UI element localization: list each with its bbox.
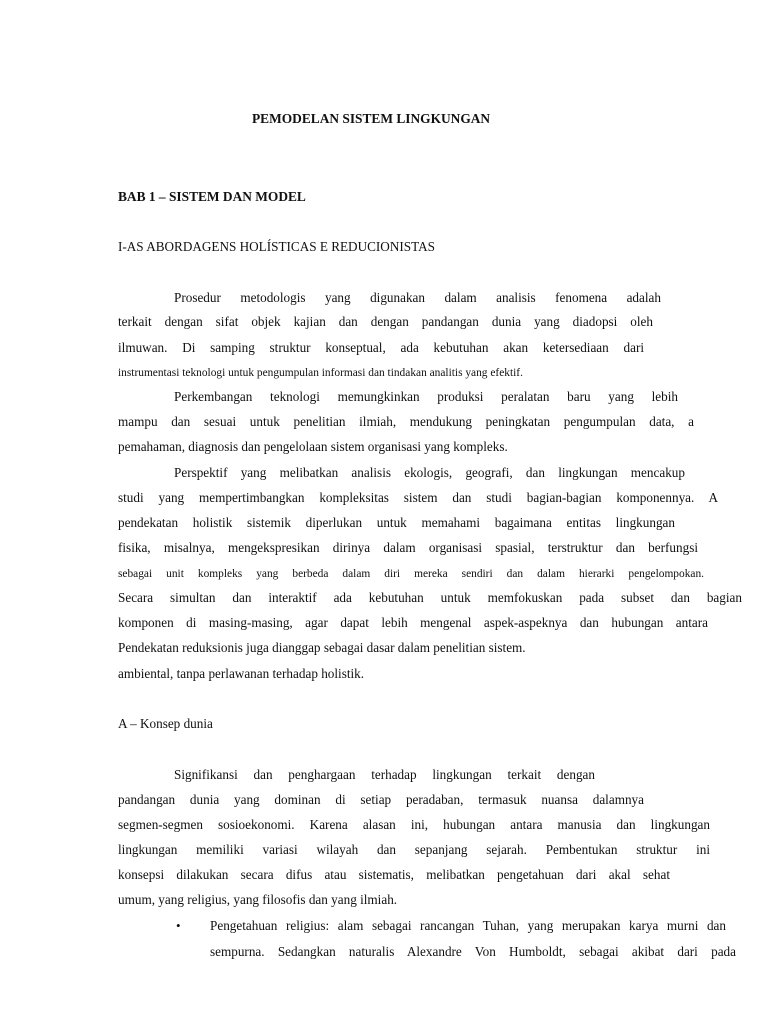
paragraph-line: mampu dan sesuai untuk penelitian ilmiah, mendukung peningkatan pengumpulan data, a	[118, 414, 694, 429]
bullet-line: sempurna. Sedangkan naturalis Alexandre Von Humboldt, sebagai akibat dari pada	[210, 944, 736, 959]
paragraph-line: umum, yang religius, yang filosofis dan yang ilmiah.	[118, 892, 398, 907]
paragraph-line: ambiental, tanpa perlawanan terhadap holistik.	[118, 666, 365, 681]
paragraph-line: terkait dengan sifat objek kajian dan dengan pandangan dunia yang diadopsi oleh	[118, 314, 653, 329]
paragraph-line: lingkungan memiliki variasi wilayah dan sepanjang sejarah. Pembentukan struktur ini	[118, 842, 710, 857]
paragraph-line: Secara simultan dan interaktif ada kebutuhan untuk memfokuskan pada subset dan bagian	[118, 590, 742, 605]
subheading-a: A – Konsep dunia	[118, 716, 213, 731]
bullet-line: Pengetahuan religius: alam sebagai rancangan Tuhan, yang merupakan karya murni dan	[210, 918, 726, 933]
paragraph-line: Perspektif yang melibatkan analisis ekologis, geografi, dan lingkungan mencakup	[174, 465, 685, 480]
paragraph-line: sebagai unit kompleks yang berbeda dalam diri mereka sendiri dan dalam hierarki pengelompokan.	[118, 568, 704, 580]
paragraph-line: studi yang mempertimbangkan kompleksitas sistem dan studi bagian-bagian komponennya. A	[118, 490, 718, 505]
document-title: PEMODELAN SISTEM LINGKUNGAN	[252, 111, 491, 126]
bullet-icon: •	[176, 918, 181, 933]
chapter-heading: BAB 1 – SISTEM DAN MODEL	[118, 189, 306, 204]
paragraph-line: Prosedur metodologis yang digunakan dalam analisis fenomena adalah	[174, 290, 661, 305]
paragraph-line: konsepsi dilakukan secara difus atau sistematis, melibatkan pengetahuan dari akal sehat	[118, 867, 670, 882]
paragraph-line: instrumentasi teknologi untuk pengumpulan informasi dan tindakan analitis yang efektif.	[118, 367, 523, 379]
paragraph-line: Pendekatan reduksionis juga dianggap sebagai dasar dalam penelitian sistem.	[118, 640, 526, 655]
paragraph-line: pendekatan holistik sistemik diperlukan untuk memahami bagaimana entitas lingkungan	[118, 515, 675, 530]
paragraph-line: pemahaman, diagnosis dan pengelolaan sistem organisasi yang kompleks.	[118, 439, 508, 454]
paragraph-line: segmen-segmen sosioekonomi. Karena alasan ini, hubungan antara manusia dan lingkungan	[118, 817, 710, 832]
paragraph-line: ilmuwan. Di samping struktur konseptual, ada kebutuhan akan ketersediaan dari	[118, 340, 644, 355]
paragraph-line: komponen di masing-masing, agar dapat lebih mengenal aspek-aspeknya dan hubungan antara	[118, 615, 708, 630]
section-heading: I-AS ABORDAGENS HOLÍSTICAS E REDUCIONISTAS	[118, 239, 435, 254]
paragraph-line: pandangan dunia yang dominan di setiap peradaban, termasuk nuansa dalamnya	[118, 792, 644, 807]
paragraph-line: Signifikansi dan penghargaan terhadap lingkungan terkait dengan	[174, 767, 595, 782]
paragraph-line: fisika, misalnya, mengekspresikan dirinya dalam organisasi spasial, terstruktur dan berfungsi	[118, 540, 698, 555]
paragraph-line: Perkembangan teknologi memungkinkan produksi peralatan baru yang lebih	[174, 389, 678, 404]
